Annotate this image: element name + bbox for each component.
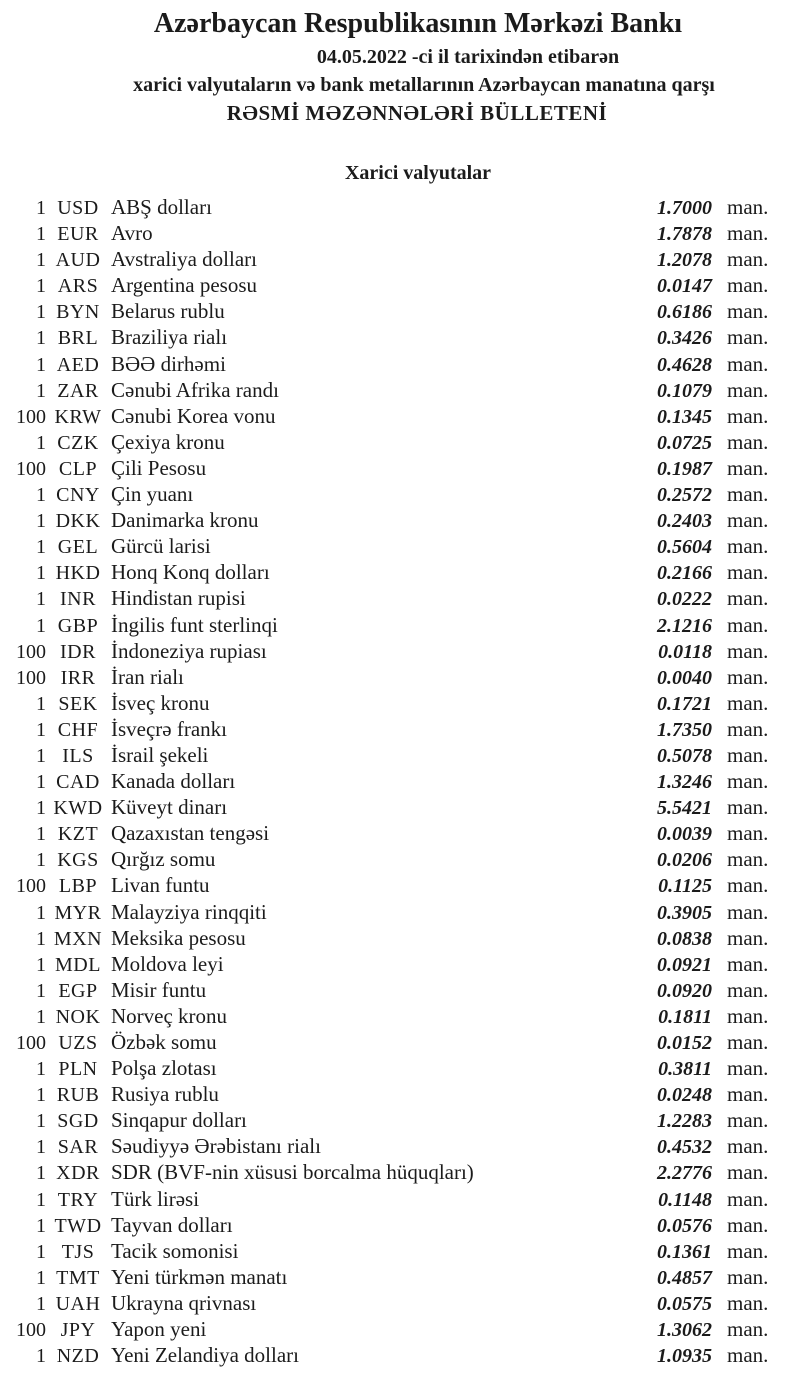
currency-rate: 0.0039 [657,823,712,846]
currency-quantity: 1 [36,771,46,794]
currency-row [0,716,800,742]
currency-quantity: 1 [36,1240,46,1263]
currency-rate: 0.1361 [657,1240,712,1263]
currency-unit: man. [727,586,769,611]
currency-row [0,272,800,298]
currency-unit: man. [727,1056,769,1081]
currency-name: Tayvan dolları [111,1212,233,1237]
currency-unit: man. [727,899,769,924]
currency-code: TJS [61,1240,95,1263]
currency-code: BRL [57,327,99,350]
currency-row [0,742,800,768]
currency-name: Rusiya rublu [111,1082,219,1107]
currency-code: DKK [55,510,101,533]
currency-name: Argentina pesosu [111,273,258,298]
currency-row [0,507,800,533]
currency-quantity: 1 [36,1162,46,1185]
currency-rate: 0.3426 [657,327,712,350]
currency-code: CNY [56,484,100,507]
currency-name: Honq Konq dolları [111,560,270,585]
currency-name: Livan funtu [111,873,210,898]
currency-quantity: 100 [16,457,46,480]
currency-rate: 0.0921 [657,953,712,976]
currency-rate: 0.0222 [657,588,712,611]
currency-quantity: 1 [36,1345,46,1368]
currency-name: Küveyt dinarı [111,795,228,820]
currency-code: KGS [57,849,99,872]
currency-name: İngilis funt sterlinqi [111,612,278,637]
currency-quantity: 100 [16,1319,46,1342]
currency-row [0,951,800,977]
currency-row [0,638,800,664]
currency-name: Özbək somu [111,1030,217,1054]
currency-unit: man. [727,325,769,350]
currency-row [0,768,800,794]
currency-row [0,1264,800,1290]
currency-quantity: 1 [36,588,46,611]
currency-name: İsveç kronu [111,690,210,715]
currency-rate: 0.3905 [657,901,712,924]
currency-unit: man. [727,769,769,794]
currency-rate: 0.1079 [657,379,712,402]
currency-code: TMT [56,1266,100,1289]
currency-row [0,977,800,1003]
currency-name: Danimarka kronu [111,508,259,533]
currency-rate: 0.1345 [657,405,712,428]
currency-unit: man. [727,1317,769,1342]
currency-rate: 2.2776 [657,1162,712,1185]
currency-unit: man. [727,716,769,741]
currency-rate: 0.1148 [658,1188,712,1211]
currency-rate: 2.1216 [657,614,712,637]
currency-name: Hindistan rupisi [111,586,246,611]
currency-unit: man. [727,925,769,950]
currency-unit: man. [727,664,769,689]
currency-rate: 0.0575 [657,1292,712,1315]
currency-row [0,585,800,611]
currency-row [0,194,800,220]
currency-row [0,1238,800,1264]
currency-name: Moldova leyi [111,951,224,976]
currency-unit: man. [727,873,769,898]
currency-unit: man. [727,742,769,767]
currency-name: İsrail şekeli [111,742,209,767]
currency-name: Kanada dolları [111,769,236,794]
currency-quantity: 1 [36,1136,46,1159]
currency-rate: 1.3246 [657,771,712,794]
currency-rate: 0.0118 [658,640,712,663]
currency-unit: man. [727,1238,769,1263]
currency-quantity: 1 [36,379,46,402]
currency-name: ABŞ dolları [111,195,212,219]
currency-name: BƏƏ dirhəmi [111,351,226,376]
currency-quantity: 1 [36,614,46,637]
currency-rate: 0.4857 [657,1266,712,1289]
currency-name: Gürcü larisi [111,534,211,559]
currency-quantity: 1 [36,275,46,298]
scope-line: xarici valyutaların və bank metallarının Azərbaycan manatına qarşı [133,74,715,96]
currency-code: HKD [55,562,101,585]
currency-unit: man. [727,482,769,507]
currency-quantity: 1 [36,692,46,715]
currency-unit: man. [727,534,769,559]
currency-quantity: 1 [36,1214,46,1237]
currency-code: NZD [56,1345,100,1368]
currency-code: IDR [60,640,96,663]
currency-unit: man. [727,977,769,1002]
currency-name: İndoneziya rupiası [111,638,267,663]
currency-row [0,1133,800,1159]
currency-code: SGD [57,1110,99,1133]
currency-code: MDL [55,953,101,976]
currency-name: Norveç kronu [111,1003,228,1028]
currency-code: BYN [56,301,100,324]
currency-row [0,455,800,481]
currency-code: CAD [56,771,100,794]
currency-unit: man. [727,795,769,820]
currency-quantity: 1 [36,797,46,820]
currency-row [0,403,800,429]
currency-rate: 0.0248 [657,1084,712,1107]
currency-row [0,820,800,846]
currency-code: UAH [55,1292,101,1315]
currency-name: Çexiya kronu [111,429,225,454]
currency-rate: 5.5421 [657,797,712,820]
currency-name: İran rialı [111,664,184,689]
currency-quantity: 100 [16,1032,46,1054]
currency-name: İsveçrə frankı [111,716,228,741]
bulletin-title: RƏSMİ MƏZƏNNƏLƏRİ BÜLLETENİ [226,101,608,125]
currency-code: EGP [58,979,98,1002]
currency-unit: man. [727,1160,769,1185]
currency-row [0,246,800,272]
currency-row [0,1029,800,1055]
currency-row [0,1107,800,1133]
currency-name: Türk lirəsi [111,1186,200,1211]
currency-row [0,1186,800,1212]
currency-rate: 0.0152 [657,1032,712,1054]
currency-unit: man. [727,195,769,219]
currency-code: CHF [57,718,99,741]
currency-rate: 0.3811 [658,1058,712,1081]
currency-rate: 0.0725 [657,431,712,454]
currency-unit: man. [727,612,769,637]
currency-quantity: 1 [36,510,46,533]
currency-quantity: 1 [36,327,46,350]
currency-code: MXN [53,927,103,950]
currency-row [0,899,800,925]
currency-code: TRY [57,1188,99,1211]
currency-rate: 0.1811 [658,1005,712,1028]
currency-quantity: 100 [16,405,46,428]
currency-quantity: 1 [36,1058,46,1081]
currency-quantity: 1 [36,249,46,272]
currency-code: EUR [57,223,99,246]
currency-row [0,298,800,324]
currency-rate: 0.1721 [657,692,712,715]
currency-code: ZAR [57,379,99,402]
currency-name: Cənubi Afrika randı [111,377,279,402]
bank-name-title: Azərbaycan Respublikasının Mərkəzi Bankı [153,8,683,39]
currency-code: IRR [60,666,96,689]
currency-code: AED [56,353,100,376]
currency-row [0,846,800,872]
currency-unit: man. [727,1212,769,1237]
currency-rate: 1.2078 [657,249,712,272]
currency-row [0,429,800,455]
currency-quantity: 1 [36,1266,46,1289]
currency-rate: 1.7878 [657,223,712,246]
currency-code: JPY [60,1319,96,1342]
currency-name: Çili Pesosu [111,455,207,480]
currency-quantity: 1 [36,718,46,741]
currency-unit: man. [727,377,769,402]
currency-rate: 0.4532 [657,1136,712,1159]
currency-name: Səudiyyə Ərəbistanı rialı [111,1134,321,1159]
currency-unit: man. [727,455,769,480]
currency-code: UZS [58,1032,98,1054]
currency-rate: 0.2403 [657,510,712,533]
currency-rate: 0.0147 [657,275,712,298]
currency-row [0,1159,800,1185]
currency-unit: man. [727,821,769,846]
currency-quantity: 1 [36,823,46,846]
currency-row [0,1212,800,1238]
currency-unit: man. [727,1082,769,1107]
currency-unit: man. [727,273,769,298]
currency-code: PLN [58,1058,98,1081]
currency-rate: 1.7350 [657,718,712,741]
currency-code: CLP [58,457,98,480]
currency-code: SAR [57,1136,99,1159]
effective-date-line: 04.05.2022 -ci il tarixindən etibarən [316,46,620,68]
currency-unit: man. [727,1186,769,1211]
currency-name: Tacik somonisi [111,1238,239,1263]
currency-name: Avro [111,221,153,246]
currency-row [0,1316,800,1342]
currency-row [0,351,800,377]
currency-quantity: 100 [16,640,46,663]
currency-code: XDR [56,1162,100,1185]
currency-row [0,1003,800,1029]
currency-code: INR [60,588,96,611]
currency-code: KWD [53,797,103,820]
currency-unit: man. [727,1108,769,1133]
currency-row [0,612,800,638]
currency-name: Ukrayna qrivnası [111,1290,257,1315]
currency-name: Polşa zlotası [111,1056,217,1081]
currency-rate: 0.0040 [657,666,712,689]
currency-name: Cənubi Korea vonu [111,403,276,428]
currency-quantity: 100 [16,666,46,689]
currency-row [0,794,800,820]
currency-rate: 1.7000 [657,197,712,219]
currency-name: Sinqapur dolları [111,1108,247,1133]
currency-code: KRW [54,405,102,428]
currency-name: Braziliya rialı [111,325,228,350]
currency-unit: man. [727,508,769,533]
currency-unit: man. [727,1134,769,1159]
currency-code: NOK [55,1005,101,1028]
currency-rate: 0.5078 [657,744,712,767]
currency-name: Belarus rublu [111,299,225,324]
currency-rate: 0.2166 [657,562,712,585]
currency-row [0,377,800,403]
currency-code: MYR [54,901,102,924]
currency-name: Yapon yeni [111,1317,207,1342]
currency-unit: man. [727,560,769,585]
currency-unit: man. [727,221,769,246]
currency-row [0,925,800,951]
currency-name: Meksika pesosu [111,925,246,950]
currency-code: SEK [58,692,98,715]
currency-rate: 0.5604 [657,536,712,559]
currency-unit: man. [727,847,769,872]
currency-row [0,533,800,559]
currency-unit: man. [727,1264,769,1289]
currency-quantity: 1 [36,223,46,246]
currency-quantity: 1 [36,197,46,219]
currency-code: CZK [57,431,99,454]
currency-unit: man. [727,1003,769,1028]
currency-code: ARS [57,275,99,298]
currency-name: Qırğız somu [111,847,216,872]
currency-name: Qazaxıstan tengəsi [111,821,270,846]
currency-unit: man. [727,299,769,324]
currency-rate: 0.4628 [657,353,712,376]
currency-row [0,1342,800,1368]
currency-unit: man. [727,1030,769,1054]
currency-code: RUB [56,1084,100,1107]
currency-quantity: 1 [36,1005,46,1028]
currency-row [0,1055,800,1081]
currency-quantity: 1 [36,953,46,976]
currency-code: LBP [58,875,98,898]
currency-name: Yeni türkmən manatı [111,1264,288,1289]
currency-quantity: 1 [36,979,46,1002]
currency-code: GBP [57,614,99,637]
rates-table [0,194,800,1368]
currency-rate: 0.2572 [657,484,712,507]
currency-rate: 1.2283 [657,1110,712,1133]
currency-rate: 0.0838 [657,927,712,950]
currency-row [0,664,800,690]
currency-name: Çin yuanı [111,482,194,507]
currency-unit: man. [727,638,769,663]
currency-code: ILS [62,744,94,767]
currency-quantity: 1 [36,1110,46,1133]
currency-quantity: 1 [36,927,46,950]
currency-unit: man. [727,1343,769,1368]
currency-name: Avstraliya dolları [111,247,257,272]
currency-quantity: 1 [36,901,46,924]
currency-rate: 0.0920 [657,979,712,1002]
currency-rate: 0.1987 [657,457,712,480]
currency-unit: man. [727,247,769,272]
currency-rate: 0.0576 [657,1214,712,1237]
currency-unit: man. [727,351,769,376]
currency-quantity: 1 [36,1292,46,1315]
currency-unit: man. [727,951,769,976]
currency-unit: man. [727,1290,769,1315]
currency-row [0,1081,800,1107]
currency-rate: 0.0206 [657,849,712,872]
currency-quantity: 1 [36,744,46,767]
currency-rate: 0.1125 [658,875,712,898]
currency-name: SDR (BVF-nin xüsusi borcalma hüquqları) [111,1160,474,1185]
currency-row [0,690,800,716]
currency-quantity: 1 [36,849,46,872]
currency-code: GEL [57,536,99,559]
currency-row [0,872,800,898]
currency-row [0,1290,800,1316]
currency-code: USD [57,197,99,219]
currency-name: Yeni Zelandiya dolları [111,1343,299,1368]
currency-rate: 0.6186 [657,301,712,324]
currency-quantity: 1 [36,562,46,585]
currency-quantity: 1 [36,536,46,559]
currency-quantity: 1 [36,1084,46,1107]
currency-quantity: 1 [36,484,46,507]
currency-row [0,220,800,246]
currency-rate: 1.0935 [657,1345,712,1368]
currency-quantity: 1 [36,1188,46,1211]
currency-unit: man. [727,690,769,715]
currency-code: TWD [54,1214,102,1237]
section-title-foreign-currencies: Xarici valyutalar [344,162,492,184]
currency-quantity: 1 [36,431,46,454]
currency-name: Misir funtu [111,977,207,1002]
currency-unit: man. [727,429,769,454]
currency-rate: 1.3062 [657,1319,712,1342]
currency-row [0,481,800,507]
currency-quantity: 1 [36,301,46,324]
currency-unit: man. [727,403,769,428]
currency-row [0,559,800,585]
currency-name: Malayziya rinqqiti [111,899,267,924]
currency-code: KZT [57,823,99,846]
currency-code: AUD [55,249,101,272]
currency-quantity: 100 [16,875,46,898]
currency-quantity: 1 [36,353,46,376]
currency-row [0,324,800,350]
